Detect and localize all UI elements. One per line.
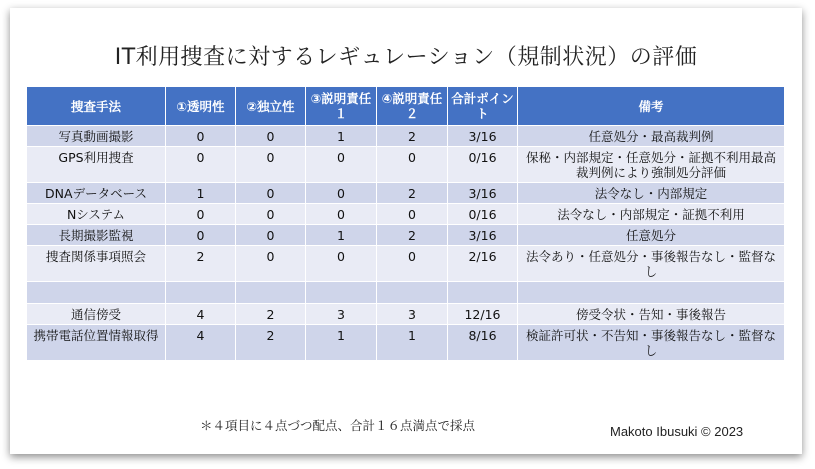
cell-remarks: 任意処分・最高裁判例 [518, 126, 785, 147]
slide [10, 8, 802, 454]
cell-remarks: 任意処分 [518, 225, 785, 246]
cell-total: 3/16 [448, 225, 518, 246]
cell-independence: 0 [236, 246, 306, 282]
cell-method: 写真動画撮影 [27, 126, 166, 147]
cell-method: DNAデータベース [27, 183, 166, 204]
cell-remarks: 法令あり・任意処分・事後報告なし・監督なし [518, 246, 785, 282]
cell-accountability-2: 0 [377, 147, 448, 183]
cell-accountability-1: 0 [306, 183, 377, 204]
cell-total: 3/16 [448, 183, 518, 204]
footnote: ＊４項目に４点づつ配点、合計１６点満点で採点 [200, 418, 476, 433]
cell-method: 携帯電話位置情報取得 [27, 325, 166, 361]
cell-method: 捜査関係事項照会 [27, 246, 166, 282]
slide-title: IT利用捜査に対するレギュレーション（規制状況）の評価 [114, 45, 698, 70]
evaluation-table [26, 86, 785, 361]
cell-transparency: 4 [166, 304, 236, 325]
cell-accountability-1: 1 [306, 325, 377, 361]
table-row-empty [27, 282, 785, 304]
cell-accountability-1: 0 [306, 246, 377, 282]
cell-method: Nシステム [27, 204, 166, 225]
cell-independence: 2 [236, 304, 306, 325]
table-row [27, 225, 785, 246]
cell-remarks: 傍受令状・告知・事後報告 [518, 304, 785, 325]
cell-accountability-2: 3 [377, 304, 448, 325]
cell-accountability-1: 3 [306, 304, 377, 325]
cell-accountability-1: 0 [306, 147, 377, 183]
header-remarks: 備考 [518, 87, 785, 126]
table-header-row [27, 87, 785, 126]
header-accountability-2: ④説明責任２ [377, 87, 448, 126]
cell-accountability-2 [377, 282, 448, 304]
cell-remarks: 法令なし・内部規定・証拠不利用 [518, 204, 785, 225]
cell-independence: 0 [236, 183, 306, 204]
table-row [27, 304, 785, 325]
cell-accountability-1: 0 [306, 204, 377, 225]
cell-total [448, 282, 518, 304]
cell-total: 2/16 [448, 246, 518, 282]
copyright-credit: Makoto Ibusuki © 2023 [610, 424, 744, 439]
cell-independence [236, 282, 306, 304]
cell-transparency: 0 [166, 204, 236, 225]
cell-transparency [166, 282, 236, 304]
cell-independence: 0 [236, 126, 306, 147]
table-row [27, 183, 785, 204]
table-row [27, 147, 785, 183]
cell-transparency: 1 [166, 183, 236, 204]
cell-method: 通信傍受 [27, 304, 166, 325]
cell-remarks: 検証許可状・不告知・事後報告なし・監督なし [518, 325, 785, 361]
cell-remarks: 法令なし・内部規定 [518, 183, 785, 204]
cell-remarks [518, 282, 785, 304]
cell-accountability-2: 0 [377, 246, 448, 282]
cell-independence: 2 [236, 325, 306, 361]
cell-independence: 0 [236, 204, 306, 225]
header-accountability-1: ③説明責任１ [306, 87, 377, 126]
cell-total: 3/16 [448, 126, 518, 147]
cell-accountability-2: 1 [377, 325, 448, 361]
cell-total: 8/16 [448, 325, 518, 361]
cell-accountability-2: 2 [377, 225, 448, 246]
table-row [27, 325, 785, 361]
cell-accountability-1 [306, 282, 377, 304]
cell-remarks: 保秘・内部規定・任意処分・証拠不利用最高裁判例により強制処分評価 [518, 147, 785, 183]
cell-method: GPS利用捜査 [27, 147, 166, 183]
cell-independence: 0 [236, 225, 306, 246]
table-row [27, 204, 785, 225]
cell-method [27, 282, 166, 304]
cell-transparency: 4 [166, 325, 236, 361]
cell-transparency: 0 [166, 126, 236, 147]
table-row [27, 126, 785, 147]
cell-transparency: 2 [166, 246, 236, 282]
cell-transparency: 0 [166, 225, 236, 246]
header-total-points: 合計ポイント [448, 87, 518, 126]
cell-total: 0/16 [448, 147, 518, 183]
cell-transparency: 0 [166, 147, 236, 183]
cell-accountability-1: 1 [306, 225, 377, 246]
cell-accountability-2: 2 [377, 126, 448, 147]
header-independence: ②独立性 [236, 87, 306, 126]
cell-total: 12/16 [448, 304, 518, 325]
header-method: 捜査手法 [27, 87, 166, 126]
cell-independence: 0 [236, 147, 306, 183]
cell-accountability-2: 0 [377, 204, 448, 225]
cell-method: 長期撮影監視 [27, 225, 166, 246]
header-transparency: ①透明性 [166, 87, 236, 126]
cell-total: 0/16 [448, 204, 518, 225]
table-row [27, 246, 785, 282]
cell-accountability-2: 2 [377, 183, 448, 204]
cell-accountability-1: 1 [306, 126, 377, 147]
